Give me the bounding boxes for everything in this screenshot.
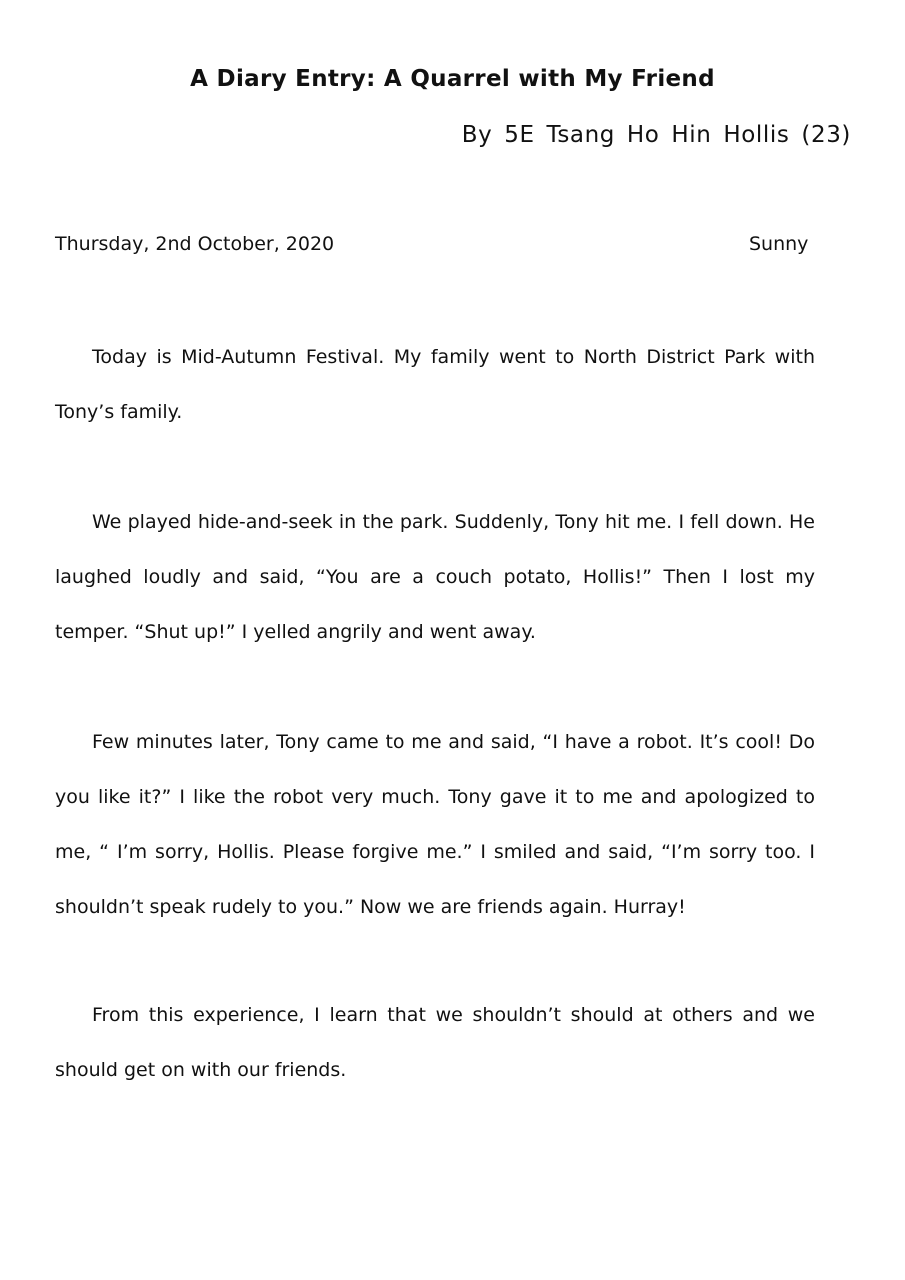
author-byline: By 5E Tsang Ho Hin Hollis (23) <box>461 122 851 148</box>
entry-weather: Sunny <box>749 233 809 255</box>
paragraph-2: We played hide-and-seek in the park. Suddenly, Tony hit me. I fell down. He laughed loudly and said, “You are a couch potato, Hollis!” Then I lost my temper. “Shut up!” I yelled angrily and went away. <box>55 511 815 643</box>
entry-date: Thursday, 2nd October, 2020 <box>55 233 335 255</box>
paragraph-4: From this experience, I learn that we shouldn’t should at others and we should get on with our friends. <box>55 1004 815 1081</box>
paragraph-3: Few minutes later, Tony came to me and said, “I have a robot. It’s cool! Do you like it?” I like the robot very much. Tony gave it to me and apologized to me, “ I’m sorry, Hollis. Please forgive me.” I smiled and said, “I’m sorry too. I shouldn’t speak rudely to you.” Now we are friends again. Hurray! <box>55 731 815 918</box>
document-title: A Diary Entry: A Quarrel with My Friend <box>190 66 715 92</box>
paragraph-1: Today is Mid-Autumn Festival. My family went to North District Park with Tony’s family. <box>55 346 815 423</box>
